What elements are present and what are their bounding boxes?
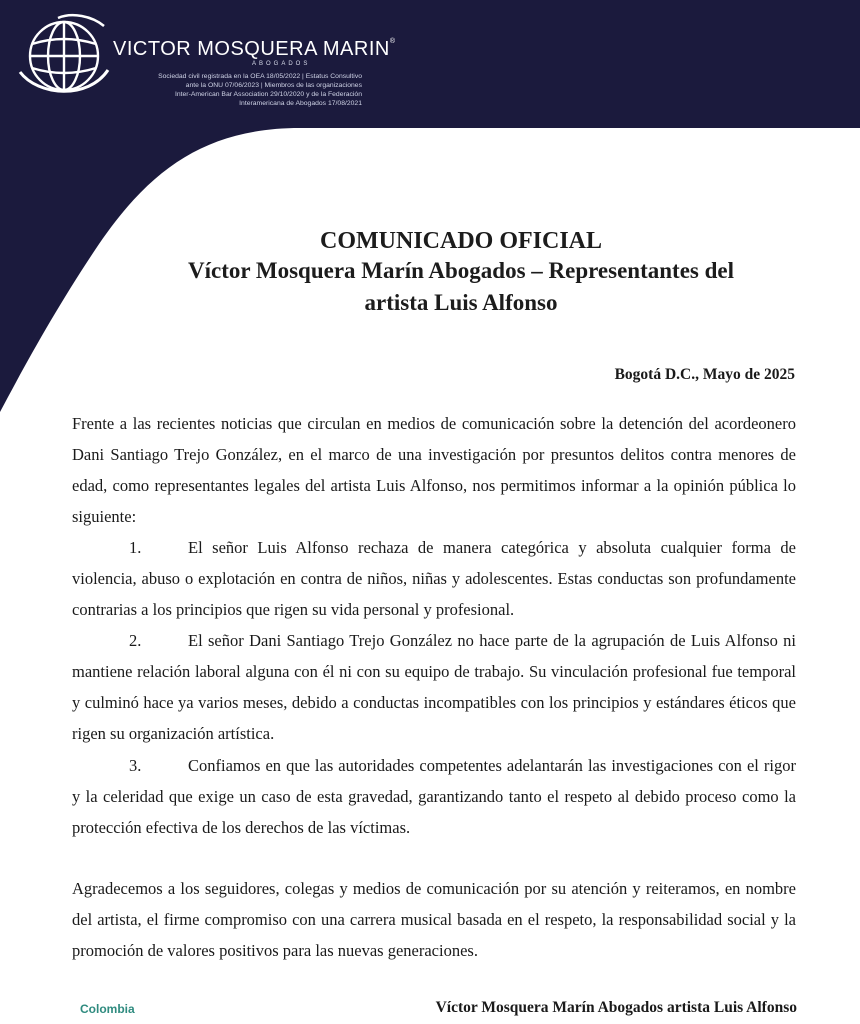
list-item-3 [72, 750, 796, 843]
firm-subtitle: ABOGADOS [252, 61, 311, 67]
registered-mark: ® [389, 38, 396, 45]
intro-paragraph: Frente a las recientes noticias que circulan en medios de comunicación sobre la detención del acordeonero Dani Santiago Trejo González, en el marco de una investigación por presuntos delitos contra menores de edad, como representantes legales del artista Luis Alfonso, nos permitimos informar a la opinión pública lo siguiente: [72, 414, 796, 526]
list-item-text: Confiamos en que las autoridades competentes adelantarán las investigaciones con el rigor y la celeridad que exige un caso de esta gravedad, garantizando tanto el respeto al debido proceso como la protección efectiva de los derechos de las víctimas. [72, 756, 796, 837]
list-item-number: 2. [129, 631, 142, 650]
list-item-text: El señor Luis Alfonso rechaza de manera categórica y absoluta cualquier forma de violencia, abuso o explotación en contra de niños, niñas y adolescentes. Estas conductas son profundamente contrarias a los principios que rigen su vida personal y profesional. [72, 538, 796, 619]
list-item-1 [72, 532, 796, 625]
note-line: Sociedad civil registrada en la OEA 18/05/2022 | Estatus Consultivo [158, 73, 362, 80]
list-item-2 [72, 625, 796, 749]
footer-country: Colombia [80, 1002, 135, 1016]
note-line: ante la ONU 07/06/2023 | Miembros de las organizaciones [185, 82, 362, 89]
note-line: Interamericana de Abogados 17/08/2021 [239, 100, 362, 107]
note-line: Inter-American Bar Association 29/10/2020 y de la Federación [174, 91, 362, 98]
list-item-number: 1. [129, 538, 142, 557]
list-item-text: El señor Dani Santiago Trejo González no hace parte de la agrupación de Luis Alfonso ni mantiene relación laboral alguna con él ni con su equipo de trabajo. Su vinculación profesional fue temporal y culminó hace ya varios meses, debido a conductas incompatibles con los principios y estándares éticos que rigen su organización artística. [72, 631, 796, 743]
document-subtitle-line-1: Víctor Mosquera Marín Abogados – Representantes del [187, 258, 734, 283]
signature: Víctor Mosquera Marín Abogados artista Luis Alfonso [435, 999, 797, 1016]
firm-name-text: VICTOR MOSQUERA MARIN [113, 38, 390, 60]
header-background [0, 0, 860, 420]
firm-registration-note [110, 72, 362, 108]
list-item-number: 3. [129, 756, 142, 775]
firm-name [113, 38, 396, 61]
closing-paragraph: Agradecemos a los seguidores, colegas y medios de comunicación por su atención y reiteramos, en nombre del artista, el firme compromiso con una carrera musical basada en el respeto, la responsabilidad social y la promoción de valores positivos para las nuevas generaciones. [72, 879, 796, 960]
globe-icon [18, 12, 110, 100]
document-subtitle-line-2: artista Luis Alfonso [364, 290, 558, 315]
document-title: COMUNICADO OFICIAL [320, 228, 602, 254]
dateline: Bogotá D.C., Mayo de 2025 [614, 366, 795, 383]
firm-logo [18, 12, 110, 100]
